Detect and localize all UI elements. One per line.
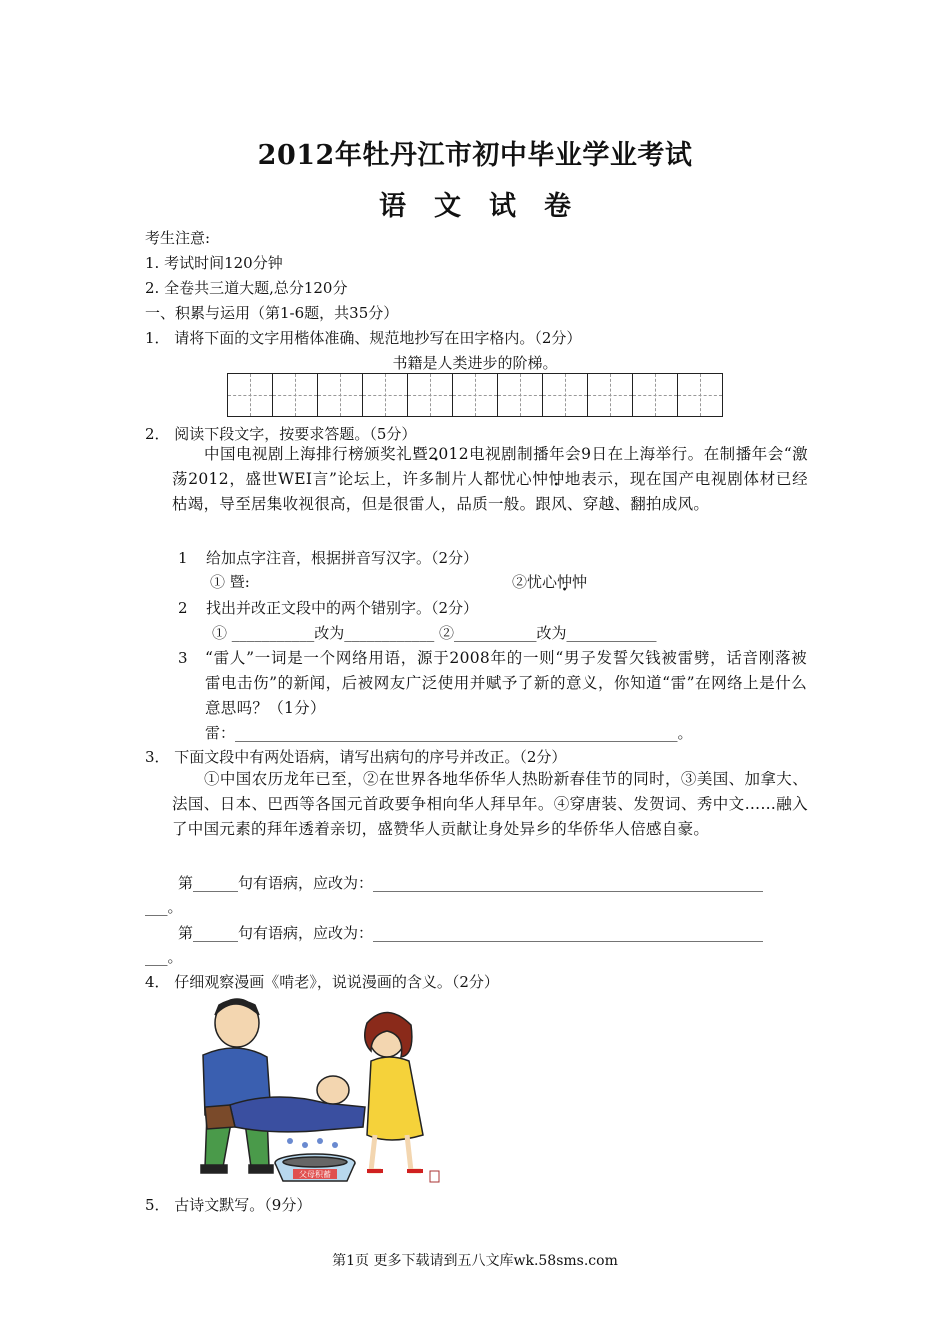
sub-question-number: 1 [178, 549, 188, 567]
page-footer: 第1页 更多下载请到五八文库wk.58sms.com [332, 1253, 618, 1269]
sub-question-2: 找出并改正文段中的两个错别字。（2分） [206, 599, 479, 617]
pinyin-item-b: ②忧心忡忡 [512, 573, 588, 591]
question-3-prompt: 3． 下面文段中有两处语病，请写出病句的序号并改正。（2分） [145, 748, 567, 766]
lei-answer-line[interactable]: 雷：___________________________________________________________。 [205, 724, 693, 742]
pinyin-item-a: ① 暨: [210, 573, 250, 591]
sub-question-3: “雷人”一词是一个网络用语，源于2008年的一则“男子发誓欠钱被雷劈，话音刚落被雷电击伤”的新闻，后被网友广泛使用并赋予了新的意义，你知道“雷”在网络上是什么意思吗？（1分） [205, 649, 807, 717]
grid-cell[interactable] [633, 374, 678, 416]
emphasis-char: 忡 [532, 470, 549, 488]
question-2-passage: 中国电视剧上海排行榜颁奖礼暨2012电视剧制播年会9日在上海举行。在制播年会“激荡2012，盛世WEI言”论坛上，许多制片人都忧心忡忡地表示，现在国产电视剧体材已经枯竭，导至居集收视很高，但是很雷人，品质一般。跟风、穿越、翻拍成风。 [172, 445, 808, 513]
grid-cell[interactable] [273, 374, 318, 416]
grammar-answer-line[interactable]: 第______句有语病，应改为：____________________________________________________ [178, 874, 764, 892]
sub-question-1: 给加点字注音，根据拼音写汉字。（2分） [206, 549, 479, 567]
exam-title: 2012年牡丹江市初中毕业学业考试 [257, 140, 693, 171]
grid-cell[interactable] [543, 374, 588, 416]
grammar-answer-tail: ___。 [145, 898, 183, 916]
grid-cell[interactable] [678, 374, 722, 416]
question-4-prompt: 4． 仔细观察漫画《啃老》，说说漫画的含义。（2分） [145, 973, 499, 991]
mother-figure [365, 1012, 423, 1171]
grid-cell[interactable] [588, 374, 633, 416]
notice-item: 1. 考试时间120分钟 [145, 254, 283, 272]
cartoon-illustration [175, 995, 445, 1190]
tianzige-grid[interactable] [227, 373, 723, 417]
question-2-prompt: 2． 阅读下段文字，按要求答题。（5分） [145, 425, 417, 443]
exam-subtitle: 语文试卷 [379, 191, 599, 222]
father-figure [201, 999, 273, 1173]
question-5-prompt: 5． 古诗文默写。（9分） [145, 1196, 312, 1214]
section-heading: 一、积累与运用（第1-6题，共35分） [145, 304, 399, 322]
sub-question-number: 2 [178, 599, 188, 617]
question-3-passage: ①中国农历龙年已至，②在世界各地华侨华人热盼新春佳节的同时，③美国、加拿大、法国、日本、巴西等各国元首政要争相向华人拜早年。④穿唐装、发贺词、秀中文……融入了中国元素的拜年透着亲切，盛赞华人贡献让身处异乡的华侨华人倍感自豪。 [172, 770, 808, 838]
grid-cell[interactable] [318, 374, 363, 416]
grid-cell[interactable] [408, 374, 453, 416]
sweat-drops [287, 1138, 338, 1148]
emphasis-char: 忡 [557, 573, 573, 591]
typo-answer-line[interactable]: ① ___________改为____________ ②___________改为____________ [212, 624, 657, 642]
grid-cell[interactable] [453, 374, 498, 416]
emphasis-char: 暨 [412, 445, 429, 463]
grid-cell[interactable] [498, 374, 543, 416]
basin-label: 父母积蓄 [299, 1170, 331, 1179]
sub-question-number: 3 [178, 649, 188, 667]
notice-heading: 考生注意: [145, 229, 211, 247]
notice-item: 2. 全卷共三道大题,总分120分 [145, 279, 348, 297]
copy-sentence: 书籍是人类进步的阶梯。 [392, 354, 558, 372]
grammar-answer-tail: ___。 [145, 948, 183, 966]
seal-stamp [430, 1171, 439, 1182]
question-1-prompt: 1． 请将下面的文字用楷体准确、规范地抄写在田字格内。（2分） [145, 329, 582, 347]
grid-cell[interactable] [363, 374, 408, 416]
grammar-answer-line[interactable]: 第______句有语病，应改为：____________________________________________________ [178, 924, 764, 942]
grid-cell[interactable] [228, 374, 273, 416]
